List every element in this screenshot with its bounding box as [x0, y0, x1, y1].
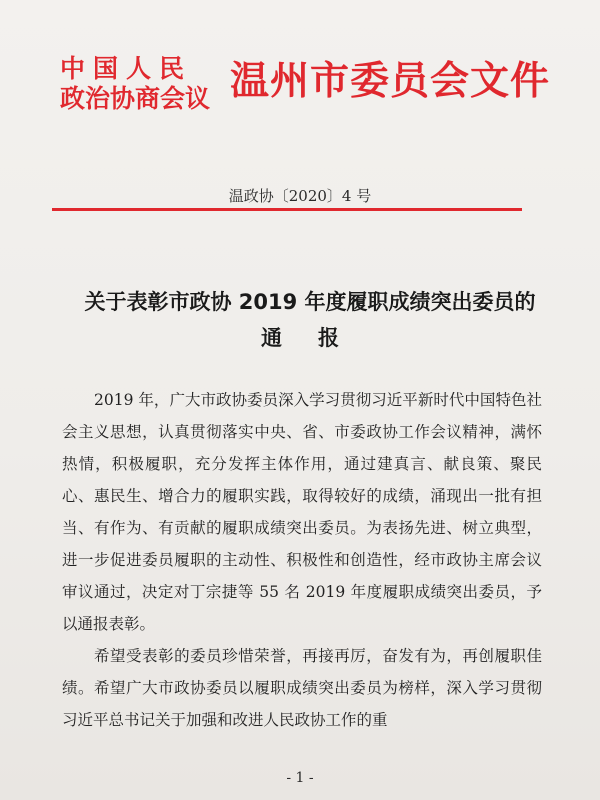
notice-title-line1: 关于表彰市政协 2019 年度履职成绩突出委员的 [84, 290, 536, 314]
notice-title-line2: 通报 [261, 326, 375, 350]
organization-name-line1: 中国人民 [60, 54, 193, 83]
issuing-organization [60, 54, 220, 114]
organization-name-line2: 政治协商会议 [60, 84, 211, 113]
page-number: - 1 - [286, 770, 314, 786]
red-divider-line [52, 208, 522, 211]
notice-body [62, 384, 542, 736]
body-paragraph-2: 希望受表彰的委员珍惜荣誉，再接再厉，奋发有为，再创履职佳绩。希望广大市政协委员以履职成绩突出委员为榜样，深入学习贯彻习近平总书记关于加强和改进人民政协工作的重 [62, 647, 542, 729]
body-paragraph-1: 2019 年，广大市政协委员深入学习贯彻习近平新时代中国特色社会主义思想，认真贯彻落实中央、省、市委政协工作会议精神，满怀热情，积极履职，充分发挥主体作用，通过建真言、献良策、聚民心、惠民生、增合力的履职实践，取得较好的成绩，涌现出一批有担当、有作为、有贡献的履职成绩突出委员。为表扬先进、树立典型，进一步促进委员履职的主动性、积极性和创造性，经市政协主席会议审议通过，决定对丁宗捷等 55 名 2019 年度履职成绩突出委员，予以通报表彰。 [62, 391, 542, 633]
document-number: 温政协〔2020〕4 号 [228, 187, 372, 205]
document-header-title: 温州市委员会文件 [230, 59, 551, 104]
